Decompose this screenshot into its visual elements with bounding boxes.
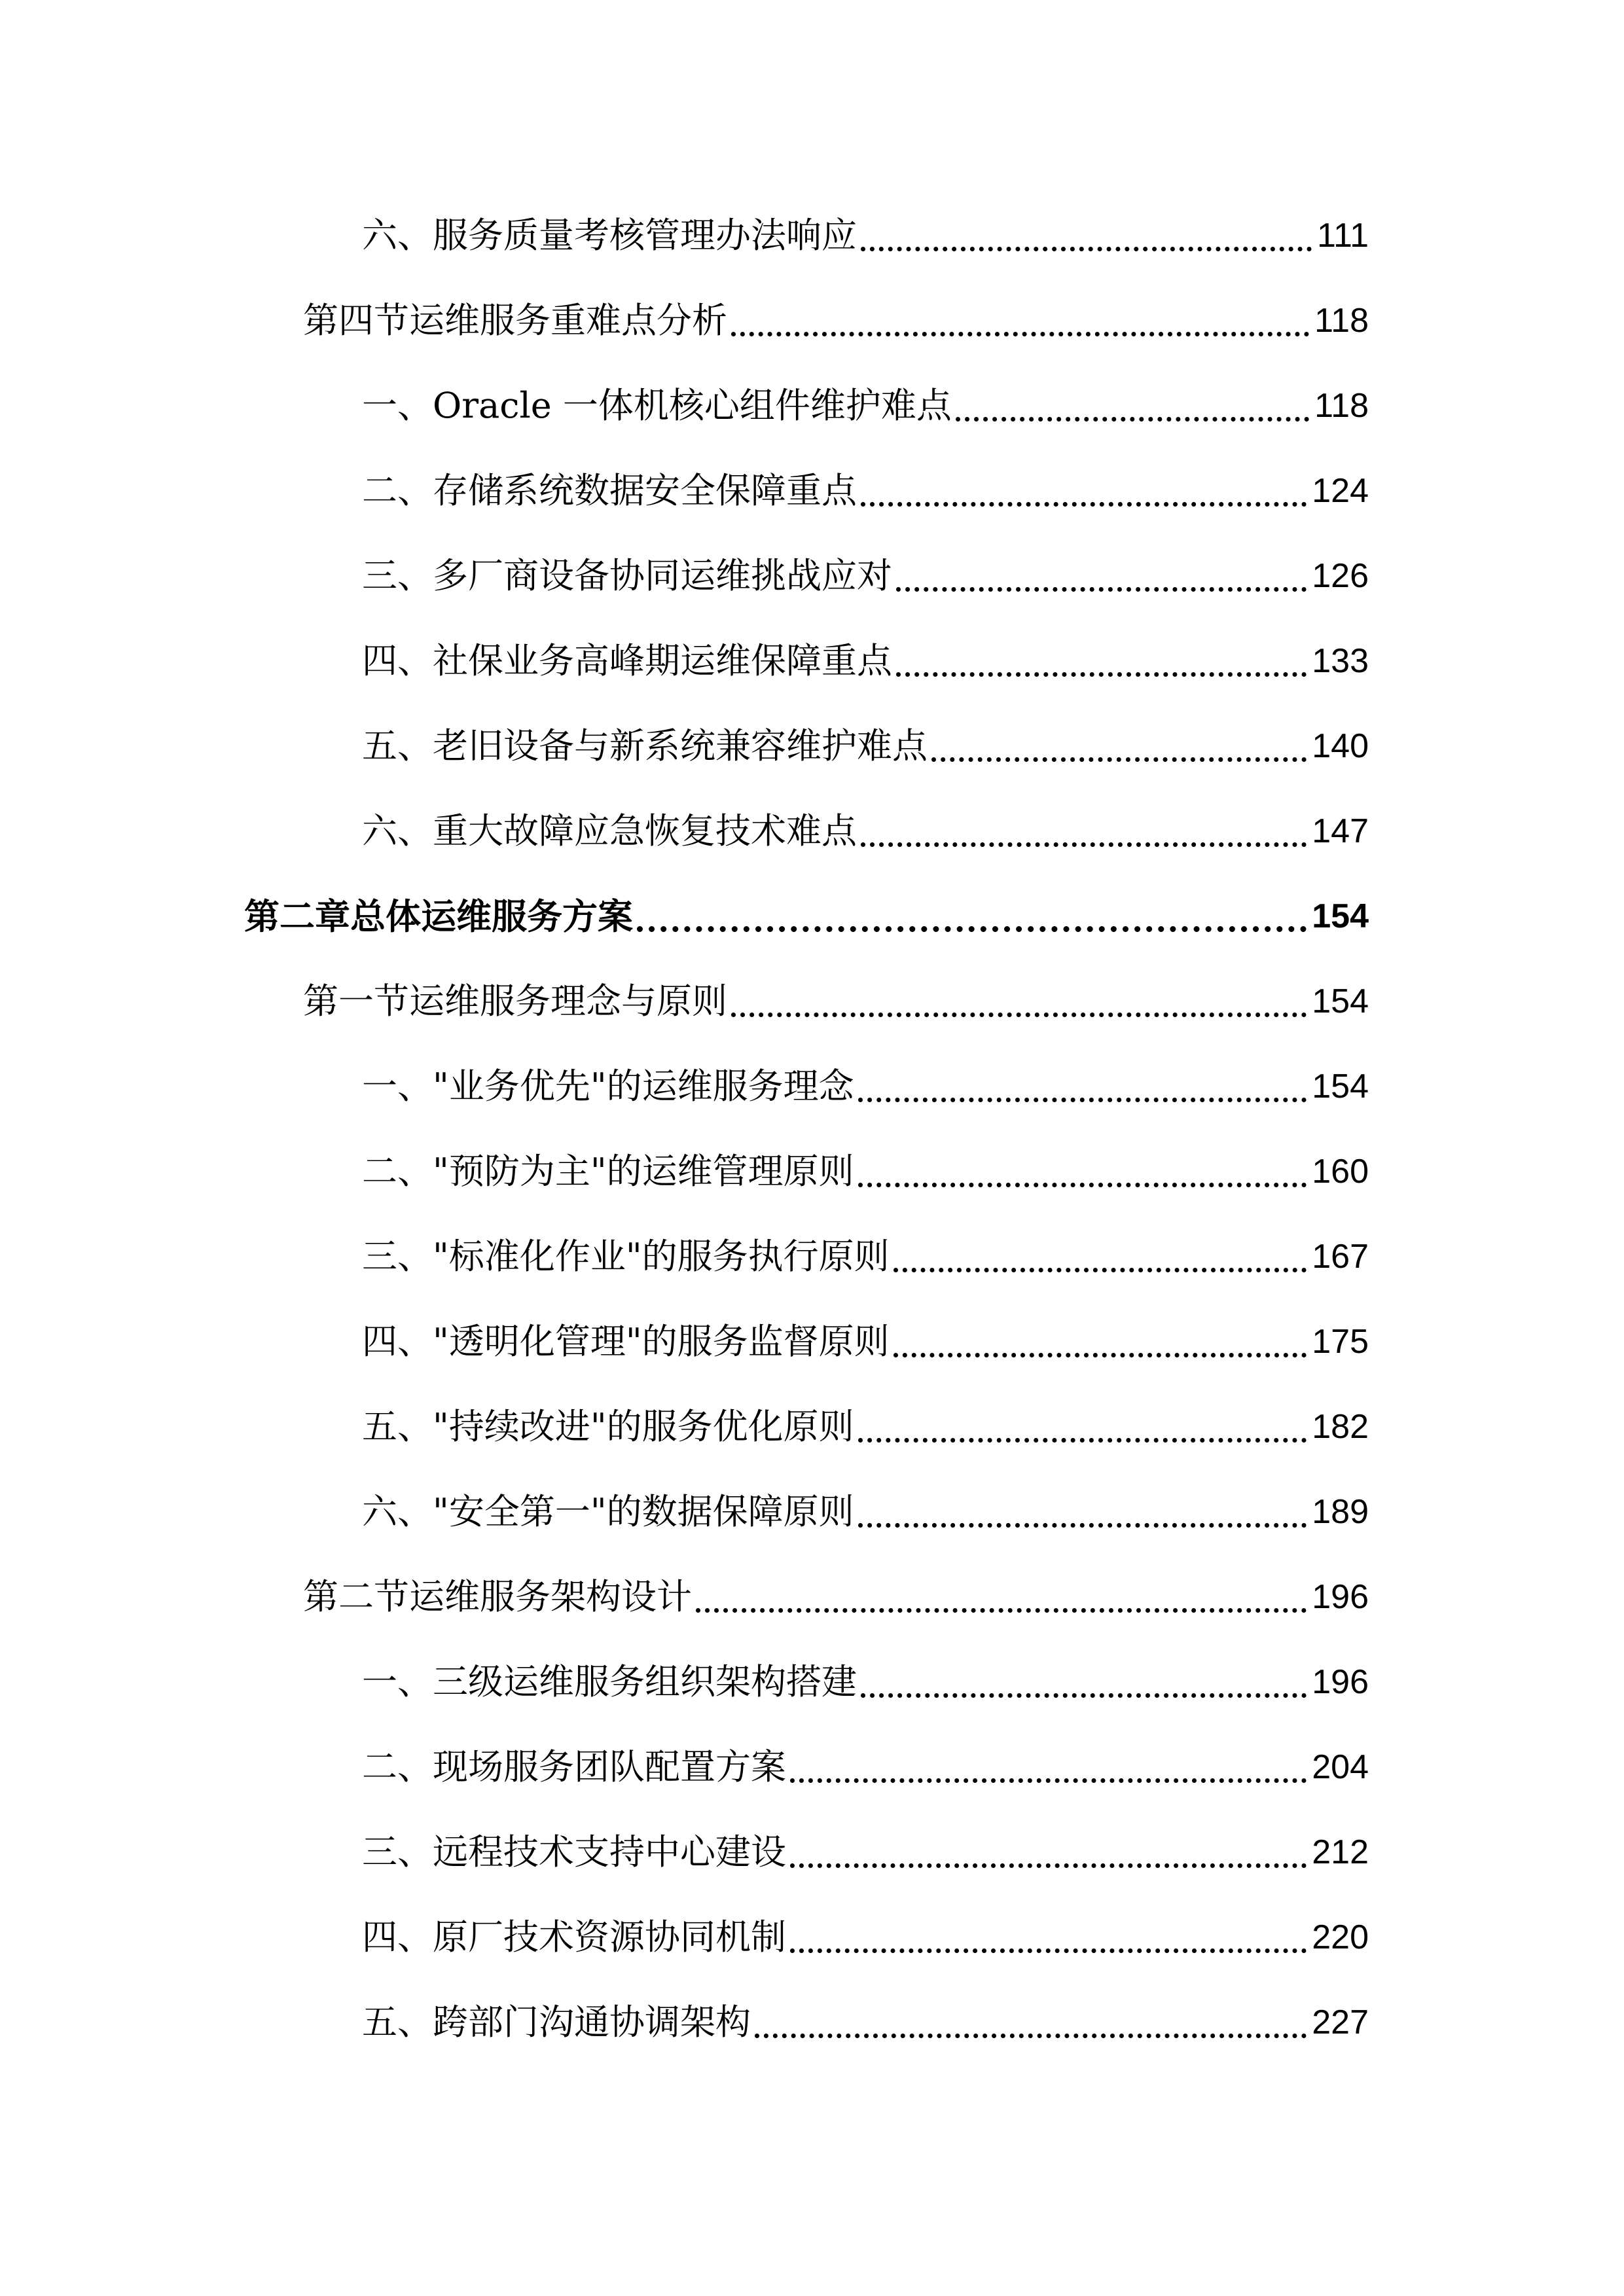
toc-entry-label: 第二节运维服务架构设计	[303, 1576, 692, 1617]
dot-leader	[896, 672, 1307, 677]
toc-entry-label: 二、"预防为主"的运维管理原则	[362, 1151, 854, 1192]
toc-entry[interactable]	[362, 550, 1369, 602]
toc-entry-page-number: 118	[1314, 387, 1369, 425]
toc-entry-page-number: 196	[1312, 1578, 1369, 1616]
toc-entry-page-number: 220	[1312, 1918, 1369, 1956]
toc-entry[interactable]	[303, 1571, 1369, 1623]
toc-entry[interactable]	[362, 805, 1369, 857]
toc-entry[interactable]	[362, 380, 1369, 432]
dot-leader	[696, 1608, 1307, 1613]
dot-leader	[858, 1523, 1307, 1528]
dot-leader	[861, 842, 1307, 847]
toc-entry-label: 六、重大故障应急恢复技术难点	[362, 810, 857, 852]
dot-leader	[790, 1863, 1307, 1868]
toc-entry-label: 一、三级运维服务组织架构搭建	[362, 1661, 857, 1702]
toc-entry-label: 第二章总体运维服务方案	[244, 895, 633, 937]
toc-entry-label: 二、现场服务团队配置方案	[362, 1746, 786, 1787]
dot-leader	[731, 1013, 1307, 1017]
toc-entry-label: 四、"透明化管理"的服务监督原则	[362, 1321, 890, 1362]
dot-leader	[731, 332, 1309, 336]
toc-entry[interactable]	[303, 295, 1369, 347]
toc-entry-label: 一、"业务优先"的运维服务理念	[362, 1066, 854, 1107]
toc-entry-page-number: 154	[1312, 1067, 1369, 1105]
toc-entry-chapter[interactable]	[244, 890, 1369, 942]
toc-entry[interactable]	[362, 465, 1369, 517]
dot-leader	[858, 1098, 1307, 1102]
toc-entry-page-number: 140	[1312, 727, 1369, 765]
toc-entry[interactable]	[362, 1826, 1369, 1878]
dot-leader	[931, 757, 1307, 762]
toc-entry[interactable]	[362, 1486, 1369, 1538]
dot-leader	[858, 1438, 1307, 1443]
toc-entry-page-number: 167	[1312, 1238, 1369, 1276]
dot-leader	[637, 926, 1307, 932]
toc-entry-page-number: 133	[1312, 642, 1369, 680]
dot-leader	[861, 502, 1307, 507]
toc-entry-label: 五、"持续改进"的服务优化原则	[362, 1406, 854, 1447]
toc-entry-page-number: 154	[1312, 982, 1369, 1020]
toc-entry-label: 三、"标准化作业"的服务执行原则	[362, 1236, 890, 1277]
toc-entry-label: 一、Oracle 一体机核心组件维护难点	[362, 385, 952, 426]
toc-entry-label: 六、"安全第一"的数据保障原则	[362, 1491, 854, 1532]
dot-leader	[861, 1693, 1307, 1698]
toc-entry[interactable]	[362, 1145, 1369, 1198]
toc-entry[interactable]	[362, 720, 1369, 772]
toc-entry-page-number: 126	[1312, 557, 1369, 595]
toc-entry-page-number: 147	[1312, 812, 1369, 850]
toc-entry-label: 四、社保业务高峰期运维保障重点	[362, 640, 892, 681]
toc-entry-page-number: 189	[1312, 1493, 1369, 1531]
toc-entry-page-number: 175	[1312, 1323, 1369, 1361]
toc-entry[interactable]	[362, 1316, 1369, 1368]
toc-entry-page-number: 118	[1314, 302, 1369, 340]
toc-entry-label: 四、原厂技术资源协同机制	[362, 1916, 786, 1958]
toc-entry-page-number: 154	[1312, 897, 1369, 935]
dot-leader	[956, 417, 1309, 422]
toc-entry-label: 二、存储系统数据安全保障重点	[362, 470, 857, 511]
toc-entry-page-number: 227	[1312, 2003, 1369, 2041]
toc-entry-page-number: 204	[1312, 1748, 1369, 1786]
toc-entry[interactable]	[362, 1911, 1369, 1964]
toc-entry[interactable]	[362, 1401, 1369, 1453]
toc-entry-label: 第一节运维服务理念与原则	[303, 980, 727, 1022]
toc-entry[interactable]	[362, 1741, 1369, 1793]
toc-entry-label: 六、服务质量考核管理办法响应	[362, 215, 857, 256]
toc-entry-page-number: 124	[1312, 472, 1369, 510]
toc-entry-page-number: 160	[1312, 1153, 1369, 1191]
toc-entry-label: 三、远程技术支持中心建设	[362, 1831, 786, 1873]
toc-entry-page-number: 111	[1316, 217, 1369, 255]
dot-leader	[893, 1353, 1307, 1357]
dot-leader	[893, 1268, 1307, 1272]
toc-entry-page-number: 182	[1312, 1408, 1369, 1446]
toc-entry-page-number: 196	[1312, 1663, 1369, 1701]
dot-leader	[858, 1183, 1307, 1187]
toc-entry[interactable]	[362, 1656, 1369, 1708]
dot-leader	[790, 1948, 1307, 1953]
toc-entry[interactable]	[362, 1230, 1369, 1283]
toc-entry[interactable]	[362, 635, 1369, 687]
toc-entry-label: 三、多厂商设备协同运维挑战应对	[362, 555, 892, 596]
dot-leader	[755, 2034, 1307, 2038]
toc-entry-label: 第四节运维服务重难点分析	[303, 300, 727, 341]
toc-entry-label: 五、老旧设备与新系统兼容维护难点	[362, 725, 928, 766]
toc-entry[interactable]	[303, 975, 1369, 1028]
toc-entry[interactable]	[362, 1996, 1369, 2049]
toc-entry-page-number: 212	[1312, 1833, 1369, 1871]
dot-leader	[896, 587, 1307, 592]
toc-entry-label: 五、跨部门沟通协调架构	[362, 2001, 751, 2043]
toc-entry[interactable]	[362, 209, 1369, 262]
dot-leader	[790, 1778, 1307, 1783]
dot-leader	[861, 247, 1312, 251]
toc-entry[interactable]	[362, 1060, 1369, 1113]
